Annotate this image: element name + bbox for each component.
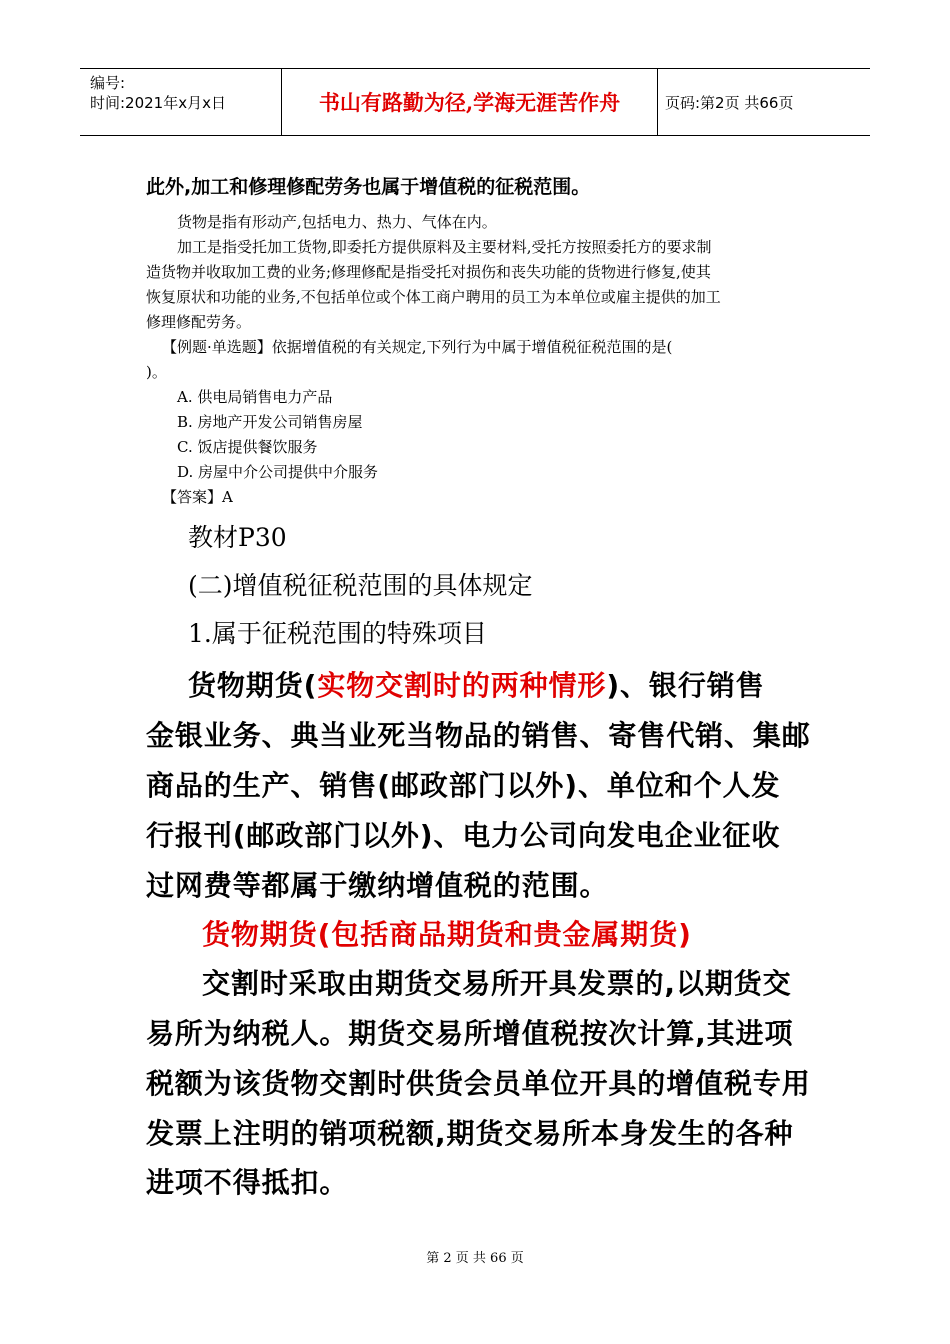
question-text: 【例题·单选题】依据增值税的有关规定,下列行为中属于增值税征税范围的是(: [162, 338, 673, 356]
intro-text: 此外,加工和修理修配劳务也属于增值税的征税范围。: [146, 176, 591, 198]
option-b: B. 房地产开发公司销售房屋: [177, 413, 363, 431]
page-header: [80, 68, 870, 136]
text-span: 货物期货(: [188, 669, 318, 702]
highlight-text: 实物交割时的两种情形: [317, 669, 607, 702]
para-line: 修理修配劳务。: [146, 313, 252, 331]
para-line: 加工是指受托加工货物,即委托方提供原料及主要材料,受托方按照委托方的要求制: [177, 238, 712, 256]
para-line: 恢复原状和功能的业务,不包括单位或个体工商户聘用的员工为本单位或雇主提供的加工: [146, 288, 721, 306]
special-items-first-line: [188, 664, 765, 704]
para-line: 造货物并收取加工费的业务;修理修配是指受托对损伤和丧失功能的货物进行修复,使其: [146, 263, 711, 281]
delivery-line: 税额为该货物交割时供货会员单位开具的增值税专用: [146, 1067, 811, 1100]
header-page-info: 页码:第2页 共66页: [665, 93, 794, 112]
header-motto: 书山有路勤为径,学海无涯苦作舟: [282, 69, 658, 135]
header-meta: [80, 69, 282, 135]
futures-heading: 货物期货(包括商品期货和贵金属期货): [202, 918, 692, 951]
page-footer: 第 2 页 共 66 页: [426, 1251, 524, 1266]
text-span: )、银行销售: [606, 669, 765, 702]
section-title: (二)增值税征税范围的具体规定: [188, 571, 533, 600]
option-d: D. 房屋中介公司提供中介服务: [177, 463, 379, 481]
answer-text: 【答案】A: [162, 488, 233, 506]
option-a: A. 供电局销售电力产品: [177, 388, 333, 406]
special-items-line: 金银业务、典当业死当物品的销售、寄售代销、集邮: [146, 719, 811, 752]
delivery-line: 易所为纳税人。期货交易所增值税按次计算,其进项: [146, 1017, 794, 1050]
para-goods-definition: 货物是指有形动产,包括电力、热力、气体在内。: [177, 213, 497, 231]
delivery-line: 进项不得抵扣。: [146, 1166, 349, 1199]
option-c: C. 饭店提供餐饮服务: [177, 438, 318, 456]
special-items-line: 过网费等都属于缴纳增值税的范围。: [146, 869, 609, 902]
delivery-line: 交割时采取由期货交易所开具发票的,以期货交: [202, 967, 792, 1000]
textbook-reference: 教材P30: [188, 523, 287, 552]
special-items-line: 商品的生产、销售(邮政部门以外)、单位和个人发: [146, 769, 781, 802]
special-items-line: 行报刊(邮政部门以外)、电力公司向发电企业征收: [146, 819, 781, 852]
question-text-end: )。: [146, 363, 167, 381]
delivery-line: 发票上注明的销项税额,期货交易所本身发生的各种: [146, 1117, 794, 1150]
time-label: 时间:2021年x月x日: [90, 94, 226, 112]
number-label: 编号:: [90, 74, 126, 92]
subsection-title: 1.属于征税范围的特殊项目: [188, 619, 487, 648]
